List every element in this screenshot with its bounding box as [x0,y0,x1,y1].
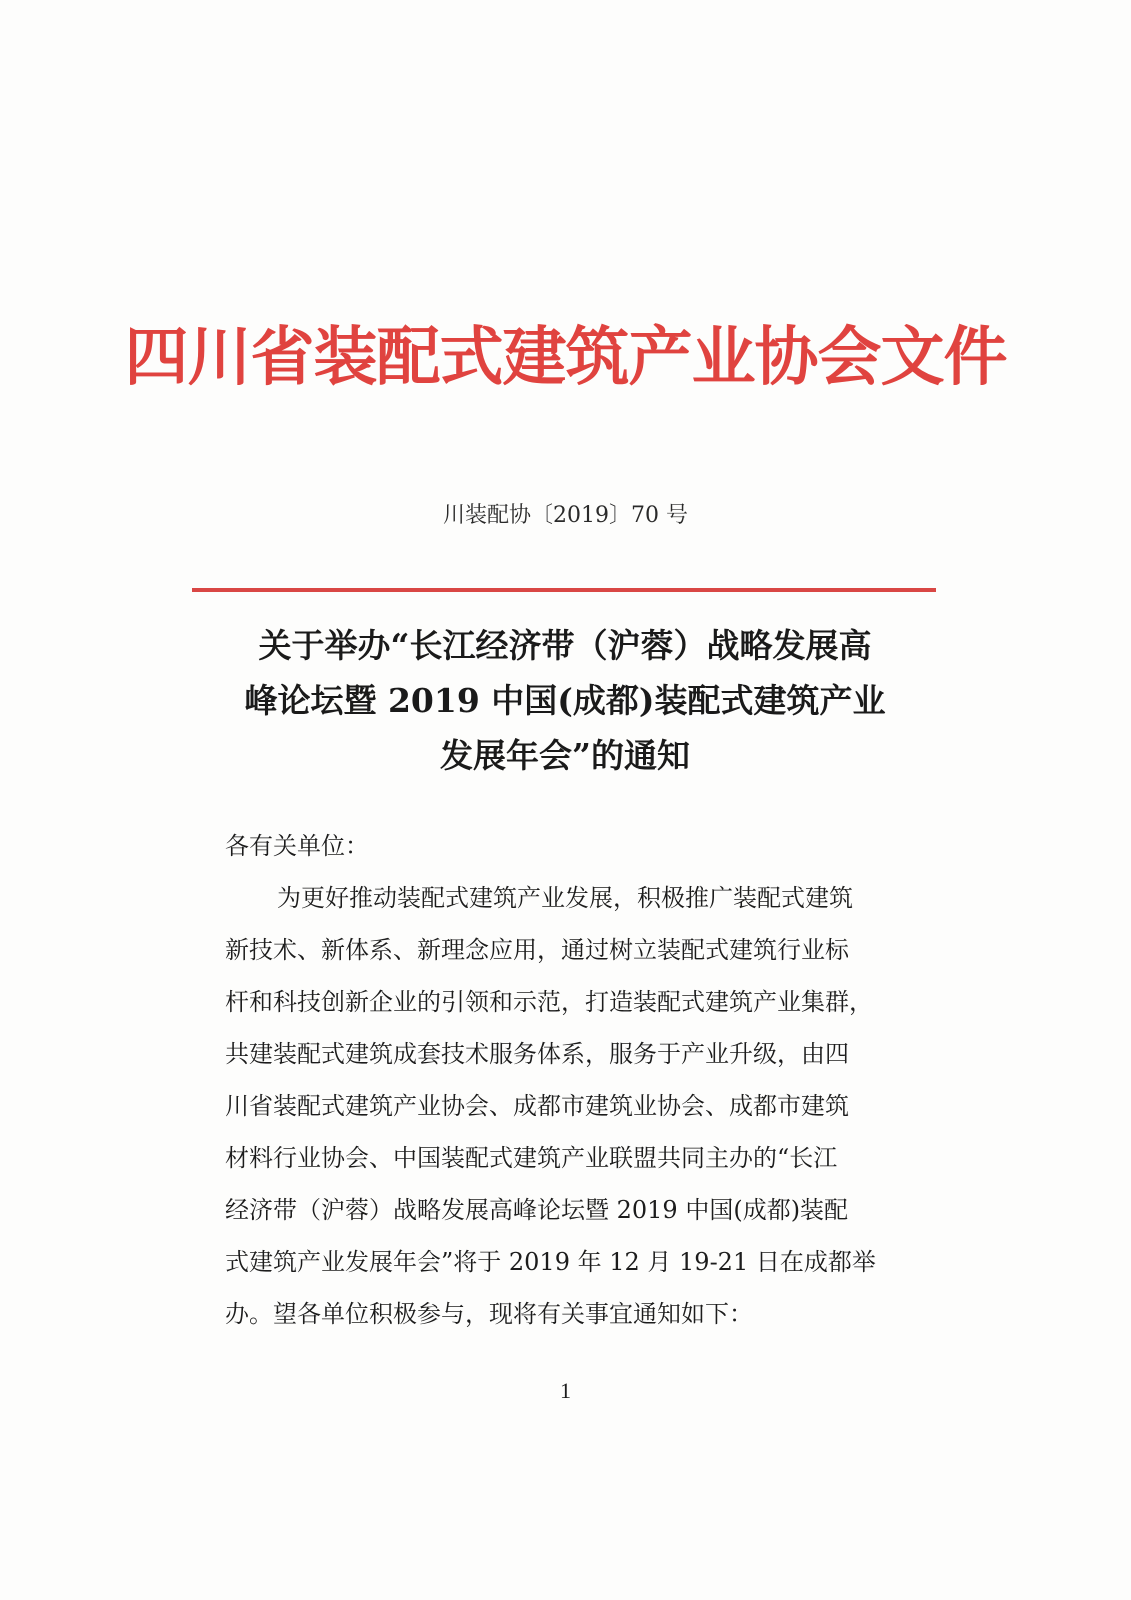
document-number: 川装配协〔2019〕70 号 [443,503,688,528]
body-line: 为更好推动装配式建筑产业发展，积极推广装配式建筑 [277,884,853,912]
body-line: 经济带（沪蓉）战略发展高峰论坛暨 2019 中国(成都)装配 [225,1196,849,1224]
body-line: 新技术、新体系、新理念应用，通过树立装配式建筑行业标 [225,936,849,964]
red-divider-rule [192,588,936,592]
notice-title-line: 关于举办“长江经济带（沪蓉）战略发展高 [258,626,872,665]
letterhead-title: 四川省装配式建筑产业协会文件 [124,320,1007,395]
notice-title-line: 峰论坛暨 2019 中国(成都)装配式建筑产业 [244,681,886,720]
body-line: 办。望各单位积极参与，现将有关事宜通知如下： [225,1300,753,1328]
body-line: 式建筑产业发展年会”将于 2019 年 12 月 19-21 日在成都举 [225,1248,876,1276]
page-number: 1 [560,1378,571,1403]
salutation: 各有关单位： [225,832,369,860]
notice-title [150,618,980,783]
body-line: 川省装配式建筑产业协会、成都市建筑业协会、成都市建筑 [225,1092,849,1120]
body-line: 杆和科技创新企业的引领和示范，打造装配式建筑产业集群， [225,988,873,1016]
body-line: 材料行业协会、中国装配式建筑产业联盟共同主办的“长江 [225,1144,838,1172]
body-paragraph [225,872,925,1340]
body-line: 共建装配式建筑成套技术服务体系，服务于产业升级，由四 [225,1040,849,1068]
notice-title-line: 发展年会”的通知 [440,736,690,775]
